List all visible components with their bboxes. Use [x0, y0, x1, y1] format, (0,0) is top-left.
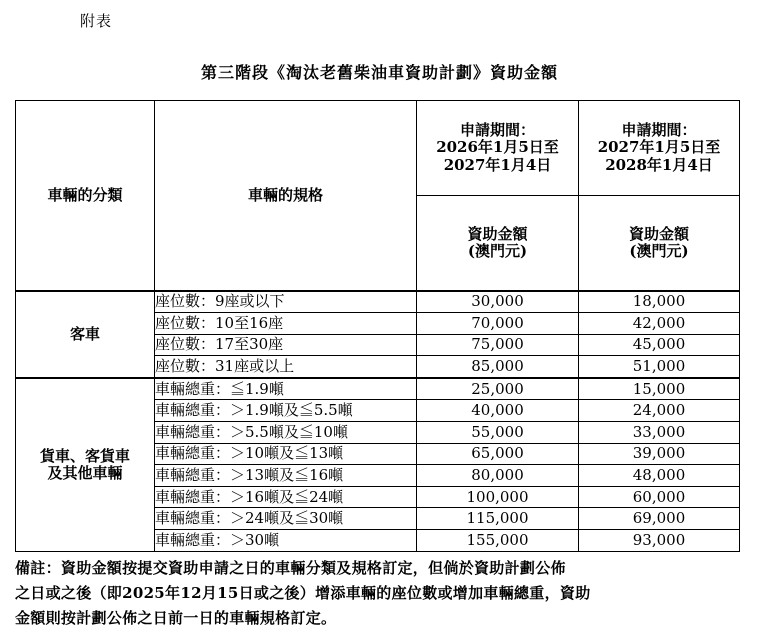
category-passenger: [16, 291, 155, 378]
category-line: 貨車、客貨車: [39, 446, 130, 465]
amount-2026-cell: 155,000: [417, 530, 579, 552]
appendix-label: 附表: [80, 12, 113, 30]
spec-cell: 車輛總重：＞5.5噸及≦10噸: [155, 422, 417, 444]
amount-2026-cell: 70,000: [417, 313, 579, 335]
spec-cell: 車輛總重：＞16噸及≦24噸: [155, 486, 417, 508]
header-amount-2027: [579, 196, 740, 291]
amount-2027-cell: 48,000: [579, 465, 740, 487]
amount-2027-cell: 24,000: [579, 400, 740, 422]
amount-2026-cell: 85,000: [417, 356, 579, 378]
amount-2027-cell: 42,000: [579, 313, 740, 335]
amount-2026-cell: 65,000: [417, 443, 579, 465]
table-row: [16, 291, 740, 313]
category-goods-vehicles: [16, 378, 155, 551]
amount-2027-cell: 60,000: [579, 486, 740, 508]
spec-cell: 車輛總重：≦1.9噸: [155, 378, 417, 400]
spec-cell: 座位數：10至16座: [155, 313, 417, 335]
spec-cell: 車輛總重：＞24噸及≦30噸: [155, 508, 417, 530]
amount-2026-cell: 30,000: [417, 291, 579, 313]
header-period-2027-line: 2028年1月4日: [605, 155, 713, 174]
amount-2026-cell: 80,000: [417, 465, 579, 487]
header-period-2027-line: 申請期間：: [621, 121, 697, 140]
header-category: 車輛的分類: [16, 101, 155, 291]
header-amount-unit: (澳門元): [467, 241, 528, 260]
header-period-2026-line: 2027年1月4日: [443, 155, 552, 174]
amount-2026-cell: 100,000: [417, 486, 579, 508]
header-period-2027: [579, 101, 740, 196]
spec-cell: 座位數：17至30座: [155, 334, 417, 356]
footnote-line: 金額則按計劃公佈之日前一日的車輛規格訂定。: [15, 609, 337, 627]
header-amount-2026: [417, 196, 579, 291]
amount-2026-cell: 75,000: [417, 334, 579, 356]
spec-cell: 座位數：31座或以上: [155, 356, 417, 378]
amount-2026-cell: 40,000: [417, 400, 579, 422]
spec-cell: 座位數：9座或以下: [155, 291, 417, 313]
header-period-2026-line: 2026年1月5日至: [436, 138, 559, 157]
spec-cell: 車輛總重：＞13噸及≦16噸: [155, 465, 417, 487]
subsidy-table: [15, 100, 740, 552]
amount-2027-cell: 51,000: [579, 356, 740, 378]
amount-2027-cell: 39,000: [579, 443, 740, 465]
spec-cell: 車輛總重：＞30噸: [155, 530, 417, 552]
amount-2026-cell: 115,000: [417, 508, 579, 530]
amount-2027-cell: 93,000: [579, 530, 740, 552]
amount-2026-cell: 25,000: [417, 378, 579, 400]
spec-cell: 車輛總重：＞10噸及≦13噸: [155, 443, 417, 465]
amount-2027-cell: 18,000: [579, 291, 740, 313]
footnote: [15, 556, 739, 631]
table-row: [16, 378, 740, 400]
header-amount-unit: (澳門元): [629, 241, 689, 260]
header-period-2026: [417, 101, 579, 196]
amount-2027-cell: 45,000: [579, 334, 740, 356]
amount-2026-cell: 55,000: [417, 422, 579, 444]
amount-2027-cell: 69,000: [579, 508, 740, 530]
spec-cell: 車輛總重：＞1.9噸及≦5.5噸: [155, 400, 417, 422]
footnote-line: 之日或之後（即2025年12月15日或之後）增添車輛的座位數或增加車輛總重，資助: [15, 584, 591, 602]
category-line: 客車: [69, 324, 100, 343]
header-amount-label: 資助金額: [467, 224, 528, 243]
header-period-2027-line: 2027年1月5日至: [597, 138, 721, 157]
header-period-2026-line: 申請期間：: [459, 121, 535, 140]
amount-2027-cell: 33,000: [579, 422, 740, 444]
category-line: 及其他車輛: [47, 463, 123, 482]
document-title: 第三階段《淘汰老舊柴油車資助計劃》資助金額: [200, 63, 558, 82]
footnote-line: 備註：資助金額按提交資助申請之日的車輛分類及規格訂定，但倘於資助計劃公佈: [15, 559, 566, 577]
header-spec: 車輛的規格: [155, 101, 417, 291]
header-amount-label: 資助金額: [628, 224, 689, 243]
amount-2027-cell: 15,000: [579, 378, 740, 400]
